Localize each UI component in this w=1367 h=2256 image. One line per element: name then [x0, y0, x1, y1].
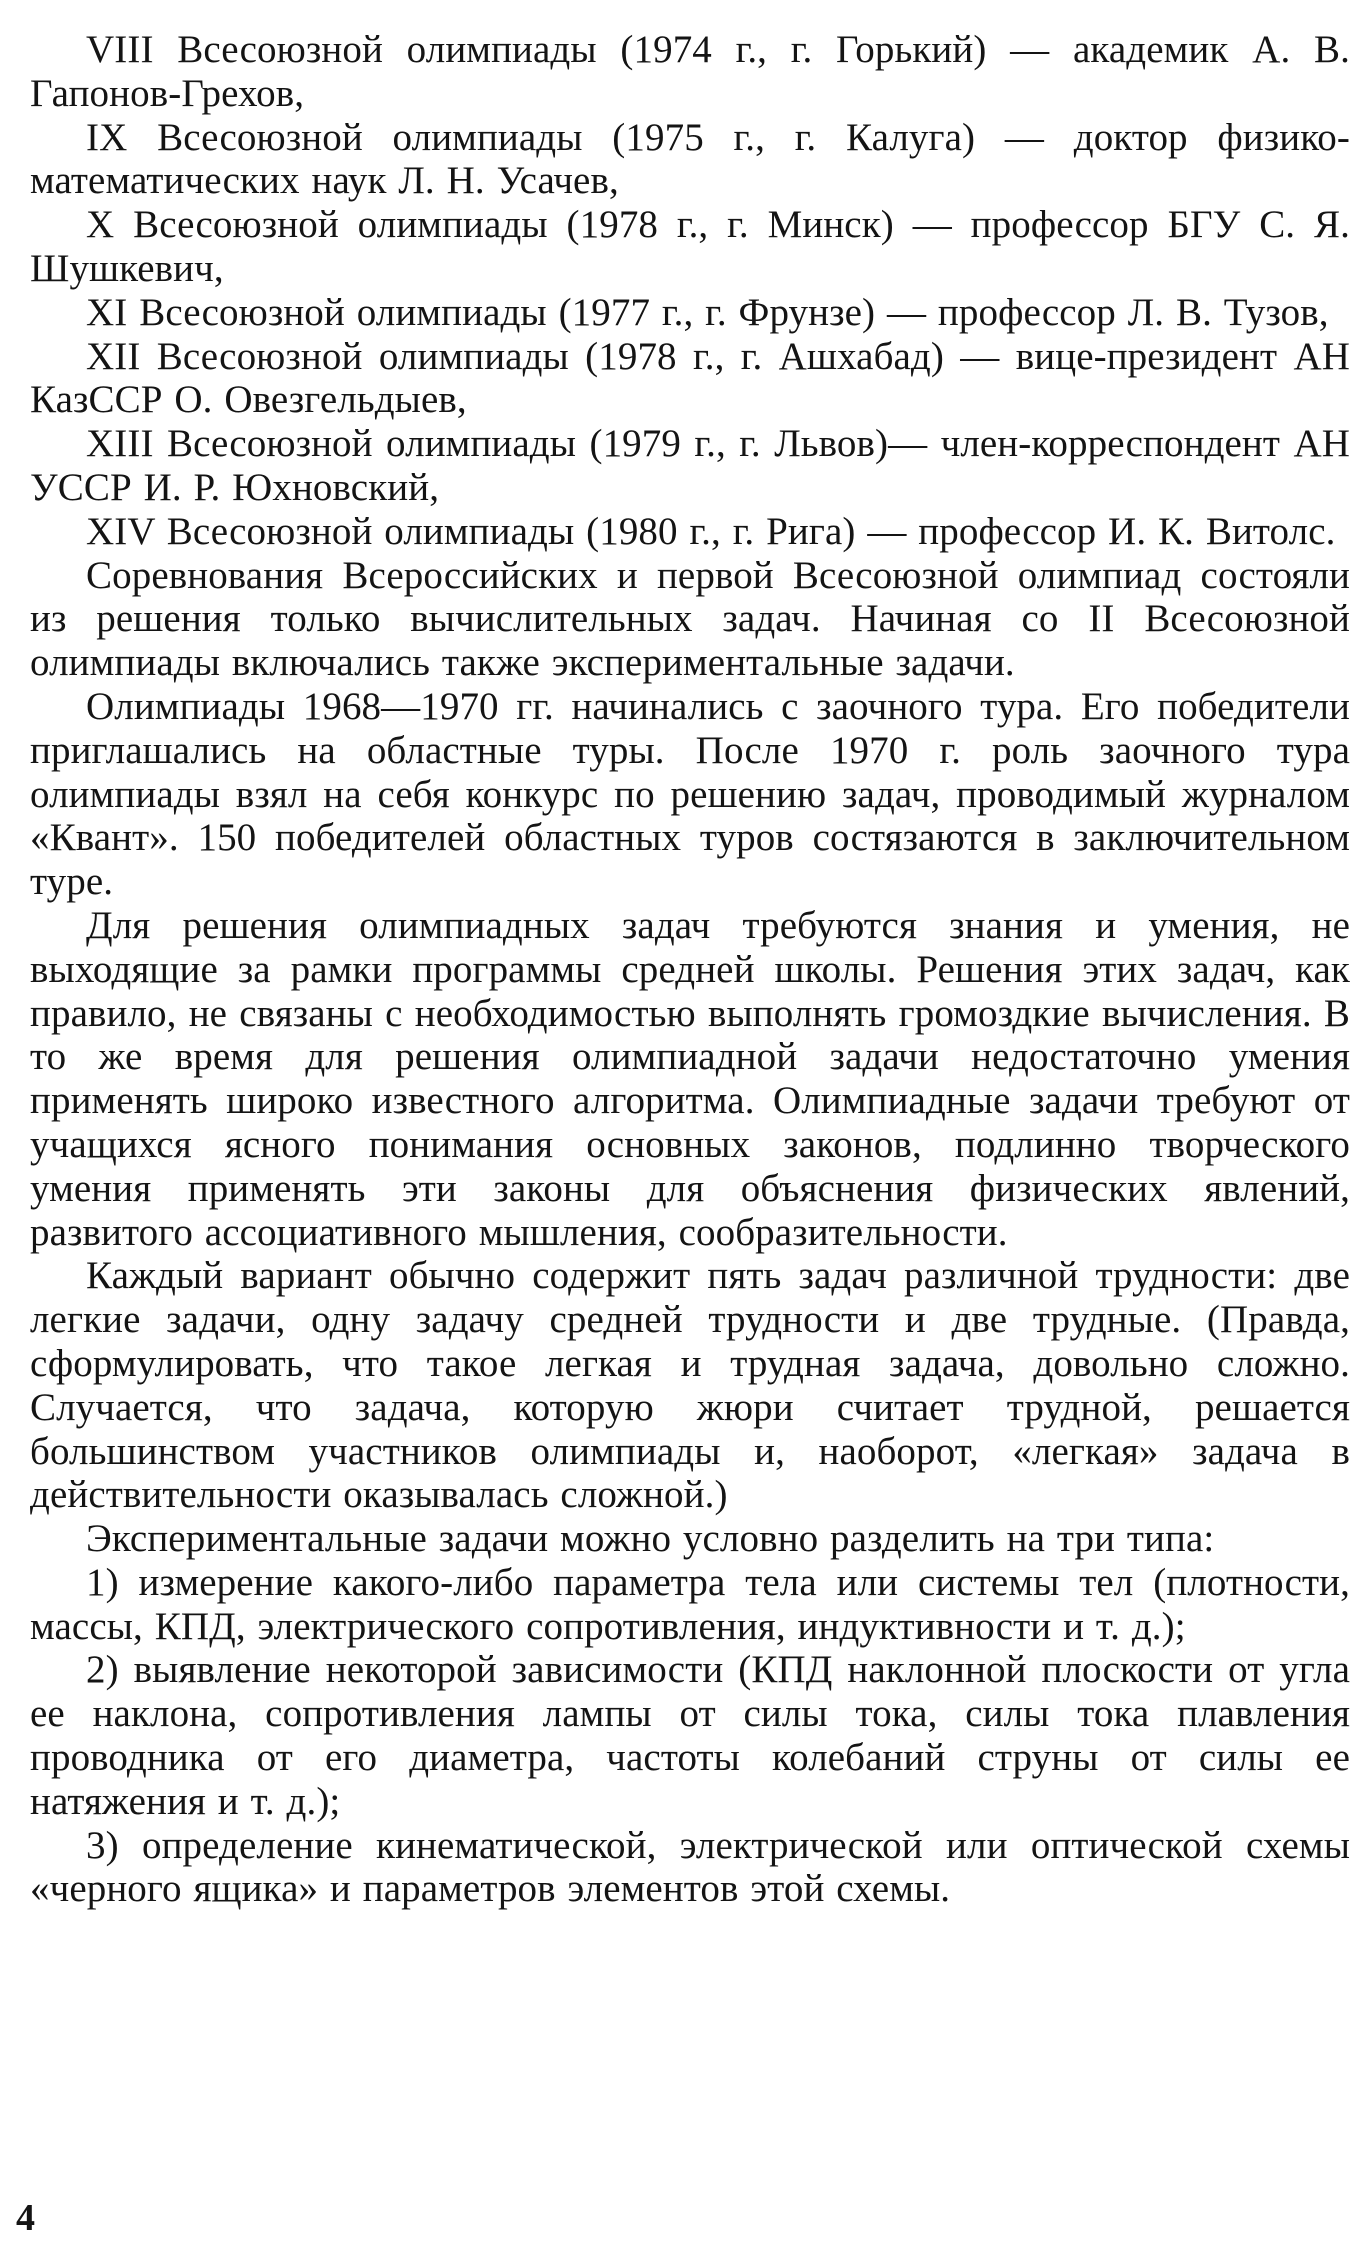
- paragraph: Для решения олимпиадных задач требуются знания и умения, не выходящие за рамки программы средней школы. Решения этих задач, как правило, не связаны с необходимостью выполнять громоздкие вычисления. В то же время для решения олимпиадной задачи недостаточно умения применять широко известного алгоритма. Олимпиадные задачи требуют от учащихся ясного понимания основных законов, подлинно творческого умения применять эти законы для объяснения физических явлений, развитого ассоциативного мышления, сообразительности.: [30, 903, 1350, 1254]
- paragraph: VIII Всесоюзной олимпиады (1974 г., г. Горький) — академик А. В. Гапонов-Грехов,: [30, 28, 1350, 115]
- paragraph: IX Всесоюзной олимпиады (1975 г., г. Калуга) — доктор физико-математических наук Л. Н. Усачев,: [30, 115, 1350, 203]
- paragraph: X Всесоюзной олимпиады (1978 г., г. Минск) — профессор БГУ С. Я. Шушкевич,: [30, 203, 1350, 290]
- page-body: [30, 28, 1350, 1911]
- paragraph: Экспериментальные задачи можно условно разделить на три типа:: [86, 1517, 1215, 1561]
- paragraph: XI Всесоюзной олимпиады (1977 г., г. Фрунзе) — профессор Л. В. Тузов,: [86, 290, 1329, 334]
- paragraph: XIV Всесоюзной олимпиады (1980 г., г. Рига) — профессор И. К. Витолс.: [86, 509, 1336, 553]
- page-number: 4: [16, 2197, 35, 2239]
- list-item: 1) измерение какого-либо параметра тела или системы тел (плотности, массы, КПД, электрического сопротивления, индуктивности и т. д.);: [30, 1560, 1350, 1648]
- paragraph: Каждый вариант обычно содержит пять задач различной трудности: две легкие задачи, одну задачу средней трудности и две трудные. (Правда, сформулировать, что такое легкая и трудная задача, довольно сложно. Случается, что задача, которую жюри считает трудной, решается большинством участников олимпиады и, наоборот, «легкая» задача в действительности оказывалась сложной.): [30, 1254, 1350, 1517]
- paragraph: XII Всесоюзной олимпиады (1978 г., г. Ашхабад) — вице-президент АН КазССР О. Овезгельдыев,: [30, 334, 1350, 422]
- paragraph: XIII Всесоюзной олимпиады (1979 г., г. Львов)— член-корреспондент АН УССР И. Р. Юхновский,: [30, 422, 1350, 509]
- paragraph: Олимпиады 1968—1970 гг. начинались с заочного тура. Его победители приглашались на областные туры. После 1970 г. роль заочного тура олимпиады взял на себя конкурс по решению задач, проводимый журналом «Квант». 150 победителей областных туров состязаются в заключительном туре.: [30, 684, 1350, 904]
- list-item: 3) определение кинематической, электрической или оптической схемы «черного ящика» и параметров элементов этой схемы.: [30, 1823, 1350, 1911]
- paragraph: Соревнования Всероссийских и первой Всесоюзной олимпиад состояли из решения только вычислительных задач. Начиная со II Всесоюзной олимпиады включались также экспериментальные задачи.: [30, 553, 1350, 685]
- list-item: 2) выявление некоторой зависимости (КПД наклонной плоскости от угла ее наклона, сопротивления лампы от силы тока, силы тока плавления проводника от его диаметра, частоты колебаний струны от силы ее натяжения и т. д.);: [30, 1648, 1350, 1823]
